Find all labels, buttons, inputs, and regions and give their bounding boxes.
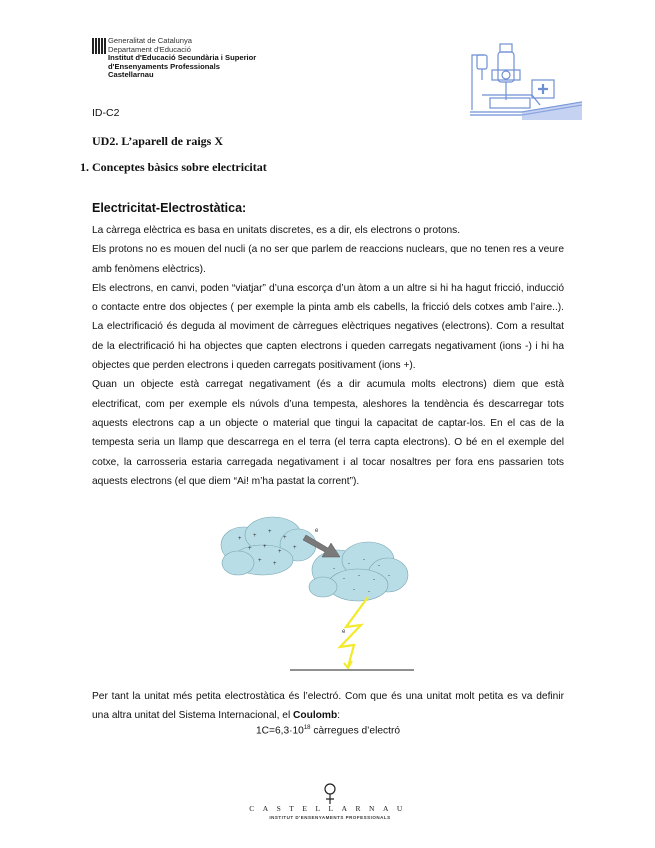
plus-sign: + (258, 558, 262, 564)
formula-lhs: 1C=6,3·10 (255, 725, 304, 737)
electron-label: e (315, 528, 319, 534)
formula-rhs: càrregues d’electró (310, 725, 401, 737)
coulomb-colon: : (337, 710, 341, 722)
unit-title: UD2. L’aparell de raigs X (92, 134, 224, 148)
minus-sign: - (348, 561, 350, 567)
header-line-1: Generalitat de Catalunya (108, 36, 193, 45)
formula-exponent: 18 (303, 725, 311, 731)
minus-sign: - (343, 576, 345, 582)
plus-sign: + (293, 545, 297, 551)
minus-sign: - (353, 587, 355, 593)
cloud-lightning-illustration (218, 515, 414, 675)
coulomb-paragraph (92, 687, 564, 726)
header-line-3: Institut d'Educació Secundària i Superior (108, 53, 257, 63)
minus-sign: - (373, 577, 375, 583)
minus-sign: - (358, 573, 360, 579)
castellarnau-emblem-icon (320, 782, 340, 804)
header-line-2: Departament d'Educació (108, 44, 191, 54)
footer-subtitle: INSTITUT D'ENSENYAMENTS PROFESSIONALS (269, 815, 391, 820)
document-id: ID-C2 (92, 107, 120, 119)
medical-equipment-illustration (462, 40, 587, 122)
footer-name: CASTELLARNAU (249, 804, 411, 813)
paragraph: Els protons no es mouen del nucli (a no ser que parlem de reaccions nuclears, que no tenen res a veure amb fenòmens elèctrics). (92, 244, 564, 275)
minus-sign: - (333, 566, 335, 572)
generalitat-logo-icon (92, 38, 106, 54)
minus-sign: - (378, 563, 380, 569)
paragraph: Els electrons, en canvi, poden “viatjar” d’una escorça d’un àtom a un altre si hi ha hagut fricció, inducció o contacte entre dos objectes ( per exemple la pinta amb els cabells, la fricció dels cotxes amb l’aire..). La electrificació és deguda al moviment de càrregues elèctriques negatives (electrons). Com a resultat de la electrificació hi ha objectes que capten electrons i queden carregats negativament (ions -) i hi ha objectes que perden electrons i queden carregats positivament (ions +). (92, 282, 564, 372)
minus-sign: - (363, 557, 365, 563)
body-text (92, 221, 564, 491)
coulomb-text: Per tant la unitat més petita electrostàtica és l’electró. Com que és una unitat molt petita es va definir una altra unitat del Sistema Internacional, el (92, 691, 564, 722)
plus-sign: + (273, 561, 277, 567)
subheading: Electricitat-Electrostàtica: (92, 201, 247, 215)
plus-sign: + (253, 533, 257, 539)
plus-sign: + (248, 546, 252, 552)
plus-sign: + (278, 549, 282, 555)
header-line-5: Castellarnau (108, 70, 154, 80)
paragraph: Quan un objecte està carregat negativament (és a dir acumula molts electrons) diem que està electrificat, com per exemple els núvols d’una tempesta, aleshores la tendència és descarregar tots aquests electrons cap a un objecte o material que tingui la capacitat de captar-los. En el cas de la tempesta seria un llamp que descarrega en el terra (el terra capta electrons). O bé en el exemple del cotxe, la carrosseria estaria carregada negativament i al tocar nosaltres per fora ens passarien tots aquests electrons (el que diem “Ai! m’ha pastat la corrent”). (92, 379, 564, 487)
minus-sign: - (388, 573, 390, 579)
coulomb-formula (92, 725, 564, 736)
plus-sign: + (263, 544, 267, 550)
plus-sign: + (283, 535, 287, 541)
coulomb-term: Coulomb (293, 710, 338, 722)
header-line-4: d'Ensenyaments Professionals (108, 61, 220, 71)
plus-sign: + (238, 536, 242, 542)
electron-label: e (342, 629, 346, 635)
institution-header (108, 37, 256, 80)
footer-logo (240, 782, 420, 822)
section-title: 1. Conceptes bàsics sobre electricitat (80, 160, 267, 174)
minus-sign: - (368, 589, 370, 595)
plus-sign: + (268, 529, 272, 535)
charged-cloud-left (221, 517, 316, 575)
paragraph: La càrrega elèctrica es basa en unitats discretes, es a dir, els electrons o protons. (92, 225, 461, 236)
